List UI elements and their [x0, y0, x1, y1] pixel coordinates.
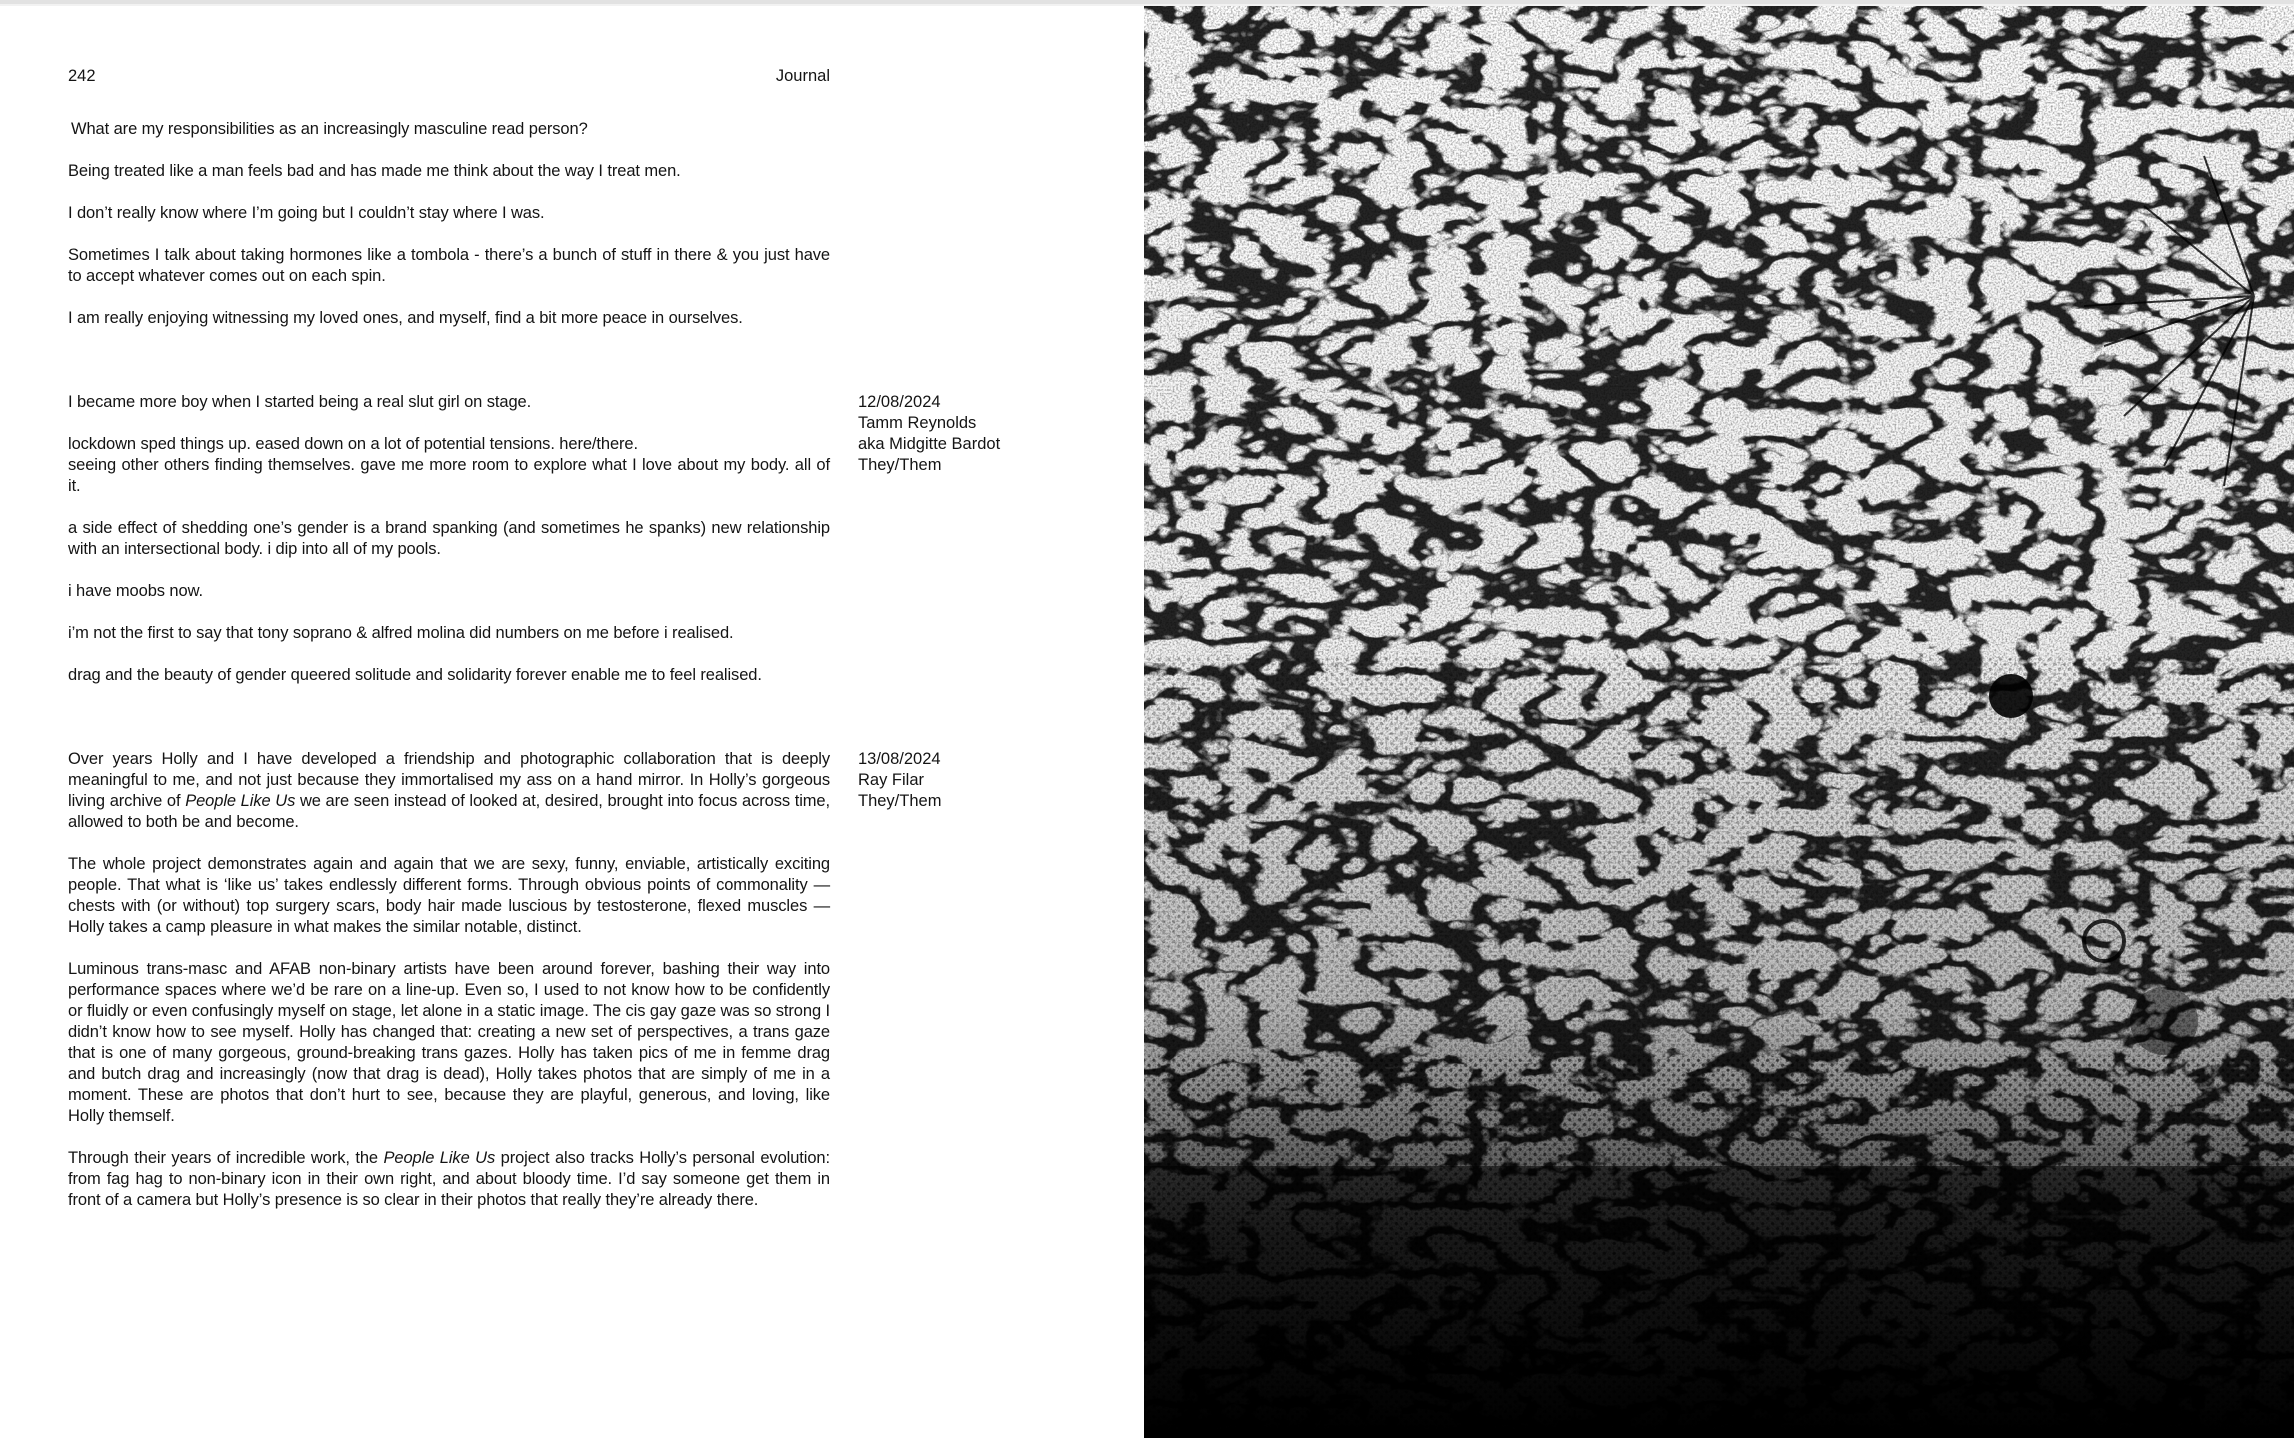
entry-3-byline — [858, 749, 1058, 812]
entry-2-date: 12/08/2024 — [858, 393, 941, 411]
project-title: People Like Us — [383, 1149, 496, 1167]
entry-2-paragraph: I became more boy when I started being a real slut girl on stage. — [68, 393, 532, 411]
entry-2-paragraph: i’m not the first to say that tony soprano & alfred molina did numbers on me before i realised. — [68, 624, 734, 642]
entry-3-text-run: Over years Holly and I have developed a friendship and photographic collaboration that is deeply meaningful to me, and not just because they immortalised my ass on a hand mirror. In Holly’s gorgeous living archive of — [68, 750, 830, 810]
entry-3-pronouns: They/Them — [858, 792, 942, 810]
left-page — [0, 6, 1144, 1438]
entry-1-paragraph: Being treated like a man feels bad and has made me think about the way I treat men. — [68, 162, 681, 180]
entry-2-line: seeing other others finding themselves. gave me more room to explore what I love about my body. all of it. — [68, 456, 830, 495]
page-number: 242 — [68, 67, 96, 85]
entry-3-text-run: Through their years of incredible work, the — [68, 1149, 384, 1167]
entry-3-text — [68, 749, 830, 1211]
halftone-texture-svg — [1144, 6, 2294, 1438]
entry-2-author: Tamm Reynolds — [858, 414, 977, 432]
running-title: Journal — [775, 67, 830, 85]
entry-1-paragraph: Sometimes I talk about taking hormones like a tombola - there’s a bunch of stuff in there & you just have to accept whatever comes out on each spin. — [68, 246, 830, 285]
top-edge-divider — [0, 0, 2294, 4]
entry-2-paragraph — [68, 434, 830, 497]
entry-1-paragraph: I am really enjoying witnessing my loved ones, and myself, find a bit more peace in ourselves. — [68, 309, 743, 327]
entry-2-text — [68, 392, 830, 686]
entry-1-text — [68, 119, 830, 329]
entry-3-paragraph — [68, 1148, 830, 1211]
entry-3-paragraph: Luminous trans-masc and AFAB non-binary artists have been around forever, bashing their way into performance spaces where we’d be rare on a line-up. Even so, I used to not know how to be confidently or fluidly or even confusingly myself on stage, let alone in a static image. The cis gay gaze was so strong I didn’t know how to see myself. Holly has changed that: creating a new set of perspectives, a trans gaze that is one of many gorgeous, ground-breaking trans gazes. Holly has taken pics of me in femme drag and butch drag and increasingly (now that drag is dead), Holly takes photos that are simply of me in a moment. These are photos that don’t hurt to see, because they are playful, generous, and loving, like Holly themself. — [68, 960, 830, 1125]
entry-3-date: 13/08/2024 — [858, 750, 941, 768]
entry-2-alias: aka Midgitte Bardot — [858, 435, 1001, 453]
entry-2-byline — [858, 392, 1058, 476]
entry-1-paragraph: What are my responsibilities as an increasingly masculine read person? — [71, 120, 588, 138]
entry-2-paragraph: i have moobs now. — [68, 582, 203, 600]
entry-2-pronouns: They/Them — [858, 456, 942, 474]
entry-2-line: lockdown sped things up. eased down on a lot of potential tensions. here/there. — [68, 435, 638, 453]
entry-3-text-run: project also tracks Holly’s personal evolution: from fag hag to non-binary icon in their own right, and about bloody time. I’d say someone get them in front of a camera but Holly’s presence is so clear in their photos that really they’re already there. — [68, 1149, 830, 1209]
project-title: People Like Us — [185, 792, 296, 810]
entry-1-paragraph: I don’t really know where I’m going but I couldn’t stay where I was. — [68, 204, 545, 222]
entry-3-text-run: we are seen instead of looked at, desired, brought into focus across time, allowed to both be and become. — [68, 792, 830, 831]
halftone-texture-image — [1144, 6, 2294, 1438]
entry-2-paragraph: a side effect of shedding one’s gender is a brand spanking (and sometimes he spanks) new relationship with an intersectional body. i dip into all of my pools. — [68, 519, 830, 558]
entry-3-paragraph — [68, 749, 830, 833]
entry-3-paragraph: The whole project demonstrates again and again that we are sexy, funny, enviable, artistically exciting people. That what is ‘like us’ takes endlessly different forms. Through obvious points of commonality — chests with (or without) top surgery scars, body hair made luscious by testosterone, flexed muscles — Holly takes a camp pleasure in what makes the similar notable, distinct. — [68, 855, 830, 936]
entry-2-paragraph: drag and the beauty of gender queered solitude and solidarity forever enable me to feel realised. — [68, 666, 762, 684]
entry-3-author: Ray Filar — [858, 771, 925, 789]
